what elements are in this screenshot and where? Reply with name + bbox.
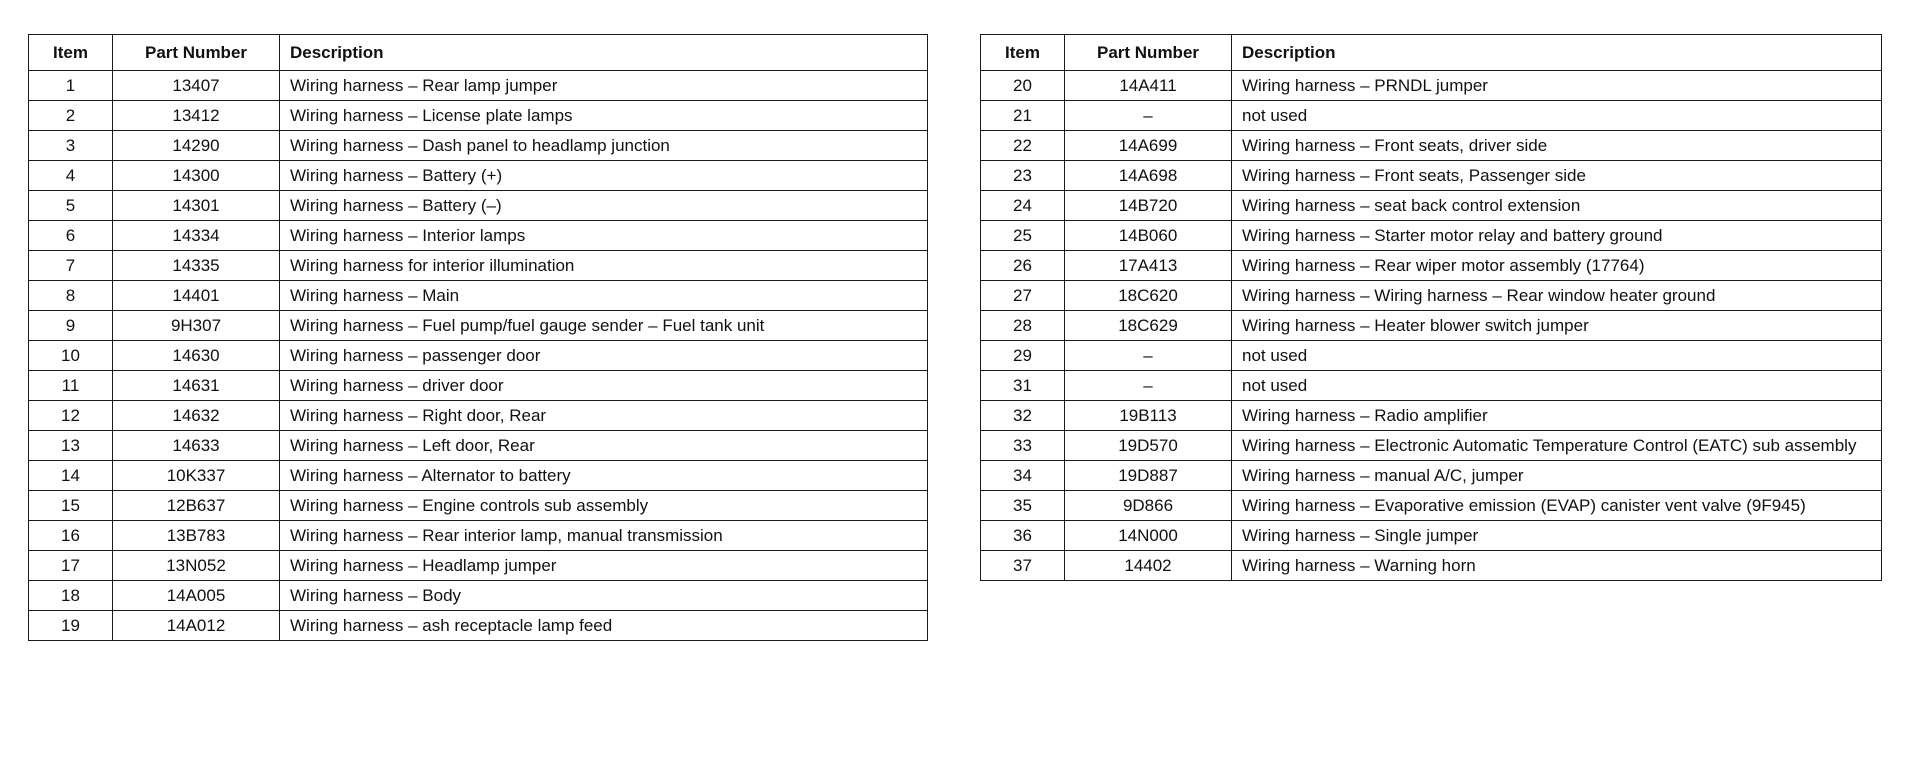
table-header-row — [29, 35, 928, 71]
description-cell: Wiring harness – Rear interior lamp, manual transmission — [280, 521, 928, 551]
part-number-cell: 14A699 — [1065, 131, 1232, 161]
description-cell: Wiring harness – Starter motor relay and battery ground — [1232, 221, 1882, 251]
part-number-cell: 14630 — [113, 341, 280, 371]
description-cell: Wiring harness – Battery (+) — [280, 161, 928, 191]
part-number-cell: 14334 — [113, 221, 280, 251]
table-row — [29, 491, 928, 521]
table-row — [29, 311, 928, 341]
part-number-cell: 19D887 — [1065, 461, 1232, 491]
part-number-cell: 14N000 — [1065, 521, 1232, 551]
item-cell: 31 — [981, 371, 1065, 401]
item-cell: 2 — [29, 101, 113, 131]
part-number-cell: 14633 — [113, 431, 280, 461]
part-number-cell: 13407 — [113, 71, 280, 101]
description-cell: Wiring harness – Single jumper — [1232, 521, 1882, 551]
part-number-cell: 14300 — [113, 161, 280, 191]
description-cell: Wiring harness – License plate lamps — [280, 101, 928, 131]
item-cell: 20 — [981, 71, 1065, 101]
table-body-left — [29, 71, 928, 641]
part-number-cell: 13412 — [113, 101, 280, 131]
description-cell: Wiring harness for interior illumination — [280, 251, 928, 281]
description-cell: not used — [1232, 101, 1882, 131]
description-cell: Wiring harness – Rear wiper motor assembly (17764) — [1232, 251, 1882, 281]
table-row — [981, 401, 1882, 431]
table-row — [981, 131, 1882, 161]
table-row — [29, 371, 928, 401]
part-number-cell: – — [1065, 101, 1232, 131]
item-cell: 21 — [981, 101, 1065, 131]
parts-table-left — [28, 34, 928, 641]
part-number-cell: 14B720 — [1065, 191, 1232, 221]
part-number-cell: 14A012 — [113, 611, 280, 641]
item-cell: 34 — [981, 461, 1065, 491]
parts-table-right — [980, 34, 1882, 581]
table-row — [29, 341, 928, 371]
table-body-right — [981, 71, 1882, 581]
item-cell: 11 — [29, 371, 113, 401]
part-number-cell: – — [1065, 371, 1232, 401]
part-number-cell: 14A411 — [1065, 71, 1232, 101]
item-cell: 9 — [29, 311, 113, 341]
item-cell: 32 — [981, 401, 1065, 431]
table-row — [981, 281, 1882, 311]
part-number-cell: 18C629 — [1065, 311, 1232, 341]
table-row — [29, 71, 928, 101]
table-row — [981, 521, 1882, 551]
part-number-cell: 14290 — [113, 131, 280, 161]
part-number-cell: 9D866 — [1065, 491, 1232, 521]
description-cell: Wiring harness – PRNDL jumper — [1232, 71, 1882, 101]
part-number-cell: 13N052 — [113, 551, 280, 581]
table-row — [29, 221, 928, 251]
description-cell: Wiring harness – Wiring harness – Rear window heater ground — [1232, 281, 1882, 311]
part-number-cell: 14402 — [1065, 551, 1232, 581]
description-cell: Wiring harness – Electronic Automatic Temperature Control (EATC) sub assembly — [1232, 431, 1882, 461]
item-cell: 24 — [981, 191, 1065, 221]
description-cell: Wiring harness – seat back control extension — [1232, 191, 1882, 221]
description-cell: Wiring harness – Fuel pump/fuel gauge sender – Fuel tank unit — [280, 311, 928, 341]
table-row — [29, 551, 928, 581]
description-cell: Wiring harness – Alternator to battery — [280, 461, 928, 491]
description-cell: Wiring harness – Interior lamps — [280, 221, 928, 251]
item-cell: 7 — [29, 251, 113, 281]
item-cell: 22 — [981, 131, 1065, 161]
part-number-cell: 14401 — [113, 281, 280, 311]
table-row — [29, 251, 928, 281]
part-number-cell: 19B113 — [1065, 401, 1232, 431]
description-cell: Wiring harness – Heater blower switch jumper — [1232, 311, 1882, 341]
header-description: Description — [280, 35, 928, 71]
table-row — [981, 461, 1882, 491]
description-cell: Wiring harness – Front seats, Passenger side — [1232, 161, 1882, 191]
description-cell: Wiring harness – Dash panel to headlamp junction — [280, 131, 928, 161]
table-row — [981, 71, 1882, 101]
part-number-cell: 14301 — [113, 191, 280, 221]
item-cell: 8 — [29, 281, 113, 311]
item-cell: 27 — [981, 281, 1065, 311]
part-number-cell: 13B783 — [113, 521, 280, 551]
table-row — [29, 611, 928, 641]
header-description: Description — [1232, 35, 1882, 71]
item-cell: 28 — [981, 311, 1065, 341]
item-cell: 16 — [29, 521, 113, 551]
header-item: Item — [981, 35, 1065, 71]
item-cell: 5 — [29, 191, 113, 221]
description-cell: Wiring harness – Body — [280, 581, 928, 611]
item-cell: 13 — [29, 431, 113, 461]
description-cell: Wiring harness – Warning horn — [1232, 551, 1882, 581]
item-cell: 6 — [29, 221, 113, 251]
description-cell: Wiring harness – driver door — [280, 371, 928, 401]
table-row — [29, 161, 928, 191]
part-number-cell: 14335 — [113, 251, 280, 281]
item-cell: 15 — [29, 491, 113, 521]
part-number-cell: 14631 — [113, 371, 280, 401]
description-cell: Wiring harness – Left door, Rear — [280, 431, 928, 461]
part-number-cell: 12B637 — [113, 491, 280, 521]
description-cell: Wiring harness – ash receptacle lamp feed — [280, 611, 928, 641]
header-item: Item — [29, 35, 113, 71]
item-cell: 17 — [29, 551, 113, 581]
part-number-cell: 14A698 — [1065, 161, 1232, 191]
item-cell: 23 — [981, 161, 1065, 191]
table-row — [29, 461, 928, 491]
part-number-cell: 14A005 — [113, 581, 280, 611]
table-row — [29, 281, 928, 311]
description-cell: not used — [1232, 341, 1882, 371]
item-cell: 4 — [29, 161, 113, 191]
part-number-cell: 14B060 — [1065, 221, 1232, 251]
description-cell: Wiring harness – Main — [280, 281, 928, 311]
item-cell: 36 — [981, 521, 1065, 551]
table-row — [981, 551, 1882, 581]
description-cell: Wiring harness – passenger door — [280, 341, 928, 371]
part-number-cell: 10K337 — [113, 461, 280, 491]
description-cell: Wiring harness – Headlamp jumper — [280, 551, 928, 581]
part-number-cell: 19D570 — [1065, 431, 1232, 461]
item-cell: 33 — [981, 431, 1065, 461]
header-part-number: Part Number — [113, 35, 280, 71]
table-row — [29, 101, 928, 131]
part-number-cell: – — [1065, 341, 1232, 371]
table-row — [981, 431, 1882, 461]
table-row — [29, 191, 928, 221]
item-cell: 3 — [29, 131, 113, 161]
item-cell: 37 — [981, 551, 1065, 581]
part-number-cell: 14632 — [113, 401, 280, 431]
item-cell: 19 — [29, 611, 113, 641]
item-cell: 18 — [29, 581, 113, 611]
item-cell: 14 — [29, 461, 113, 491]
table-row — [981, 101, 1882, 131]
table-row — [981, 311, 1882, 341]
item-cell: 26 — [981, 251, 1065, 281]
item-cell: 25 — [981, 221, 1065, 251]
item-cell: 29 — [981, 341, 1065, 371]
table-row — [981, 341, 1882, 371]
description-cell: Wiring harness – Front seats, driver side — [1232, 131, 1882, 161]
description-cell: not used — [1232, 371, 1882, 401]
table-row — [981, 221, 1882, 251]
description-cell: Wiring harness – Engine controls sub assembly — [280, 491, 928, 521]
description-cell: Wiring harness – Right door, Rear — [280, 401, 928, 431]
table-row — [29, 131, 928, 161]
table-row — [29, 521, 928, 551]
table-row — [981, 371, 1882, 401]
table-row — [981, 161, 1882, 191]
item-cell: 1 — [29, 71, 113, 101]
part-number-cell: 9H307 — [113, 311, 280, 341]
description-cell: Wiring harness – Evaporative emission (EVAP) canister vent valve (9F945) — [1232, 491, 1882, 521]
table-row — [981, 191, 1882, 221]
item-cell: 12 — [29, 401, 113, 431]
item-cell: 10 — [29, 341, 113, 371]
item-cell: 35 — [981, 491, 1065, 521]
description-cell: Wiring harness – Rear lamp jumper — [280, 71, 928, 101]
header-part-number: Part Number — [1065, 35, 1232, 71]
table-row — [981, 491, 1882, 521]
table-header-row — [981, 35, 1882, 71]
description-cell: Wiring harness – Battery (–) — [280, 191, 928, 221]
table-row — [981, 251, 1882, 281]
table-row — [29, 431, 928, 461]
part-number-cell: 17A413 — [1065, 251, 1232, 281]
table-row — [29, 581, 928, 611]
table-row — [29, 401, 928, 431]
description-cell: Wiring harness – Radio amplifier — [1232, 401, 1882, 431]
part-number-cell: 18C620 — [1065, 281, 1232, 311]
description-cell: Wiring harness – manual A/C, jumper — [1232, 461, 1882, 491]
